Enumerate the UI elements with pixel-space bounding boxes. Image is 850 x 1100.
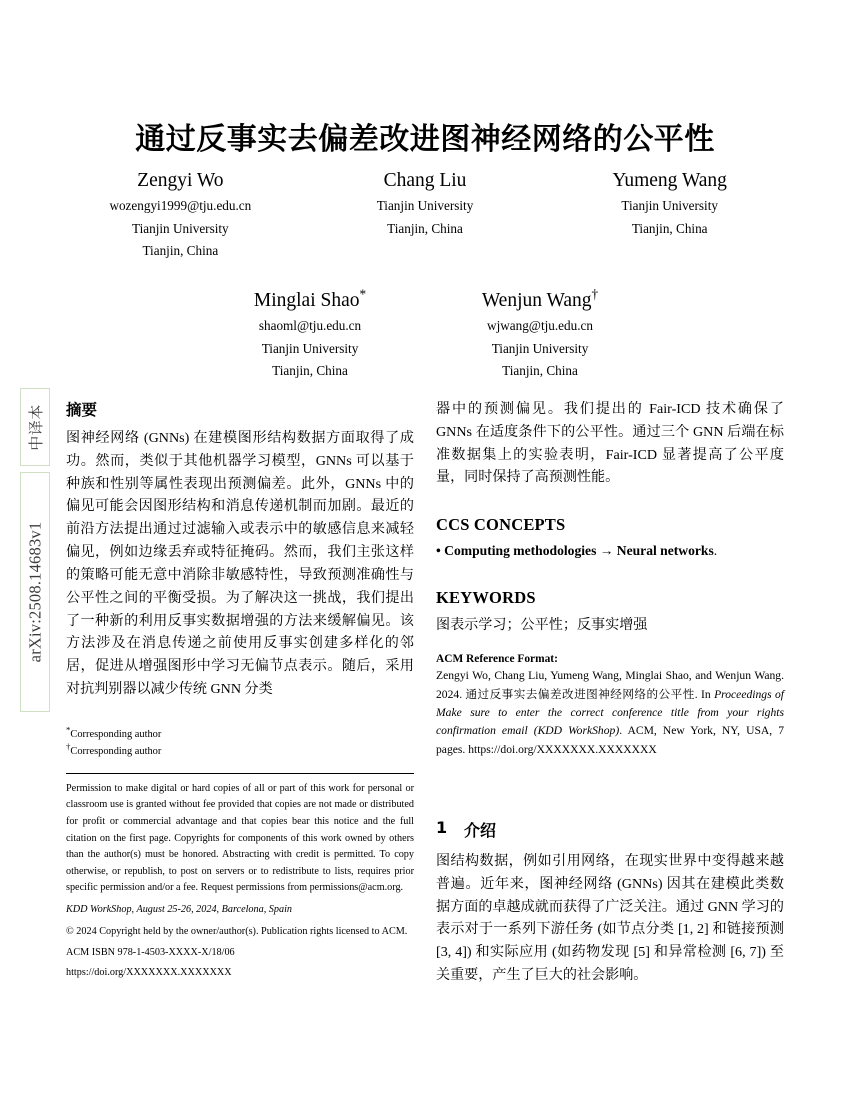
column-right — [436, 398, 784, 759]
footnote-block — [66, 724, 414, 985]
introduction-text: 图结构数据，例如引用网络，在现实世界中变得越来越普遍。近年来，图神经网络 (GNNs) 因其在建模此类数据方面的卓越成就而获得了广泛关注。通过 GNN 学习的表示对于一系列下游任务 (如节点分类 [1, 2] 和链接预测 [3, 4]) 和实际应用 (如药物发现 [5] 和异常检测 [6, 7]) 至关重要，产生了巨大的社会影响。 — [436, 853, 784, 984]
author-name-text: Wenjun Wang — [481, 290, 592, 311]
keywords-heading: KEYWORDS — [436, 587, 536, 607]
copyright-divider — [66, 773, 414, 774]
ccs-concept-text: Computing methodologies → Neural networks — [444, 543, 714, 559]
footnote-item — [66, 741, 414, 761]
author-row-second — [195, 288, 655, 383]
copyright-holder: © 2024 Copyright held by the owner/author(s). Publication rights licensed to ACM. — [66, 925, 408, 937]
ccs-heading: CCS CONCEPTS — [436, 515, 566, 535]
author-name-text: Minglai Shao — [253, 290, 360, 311]
introduction-number: 1 — [436, 818, 448, 837]
author-affiliation: Tianjin University — [132, 220, 229, 236]
author-name — [195, 288, 425, 315]
author-location: Tianjin, China — [272, 363, 348, 379]
copyright-doi: https://doi.org/XXXXXXX.XXXXXXX — [66, 966, 232, 978]
author-affiliation: Tianjin University — [491, 340, 589, 356]
author-location: Tianjin, China — [502, 363, 578, 379]
author-email: wozengyi1999@tju.edu.cn — [109, 197, 252, 213]
ccs-tail: . — [713, 543, 718, 559]
acm-reference-text — [436, 667, 784, 759]
ccs-concept-item — [436, 541, 784, 561]
arxiv-id-badge — [20, 472, 50, 712]
author-location: Tianjin, China — [387, 220, 463, 236]
keywords-list: 图表示学习；公平性；反事实增强 — [436, 616, 648, 633]
copyright-permission: Permission to make digital or hard copies of all or part of this work for personal or classroom use is granted without fee provided that copies are not made or distributed for profit or commercial advantage and that copies bear this notice and the full citation on the first page. Copyrights for components of this work owned by others than the author(s) must be honored. Abstracting with credit is permitted. To copy otherwise, or republish, to post on servers or to redistribute to lists, requires prior specific permission and/or a fee. Request permissions from permissions@acm.org. — [66, 782, 414, 894]
author-block — [425, 288, 655, 383]
author-block — [195, 288, 425, 383]
footnote-text: Corresponding author — [70, 729, 162, 740]
acm-reference-part1: Zengyi Wo, Chang Liu, Yumeng Wang, Minglai Shao, and Wenjun Wang. 2024. 通过反事实去偏差改进图神经网络的公平性. In — [436, 669, 784, 701]
author-name — [425, 288, 655, 315]
author-affiliation: Tianjin University — [621, 197, 718, 213]
copyright-isbn: ACM ISBN 978-1-4503-XXXX-X/18/06 — [66, 947, 235, 959]
introduction-title: 介绍 — [464, 821, 497, 840]
author-location: Tianjin, China — [142, 243, 219, 259]
translation-badge-label: 中译本 — [28, 403, 45, 451]
page-title: 通过反事实去偏差改进图神经网络的公平性 — [135, 122, 715, 157]
author-name: Yumeng Wang — [612, 170, 727, 191]
author-block — [547, 168, 792, 263]
acm-reference-heading: ACM Reference Format: — [436, 653, 558, 666]
author-location: Tianjin, China — [631, 220, 708, 236]
footnote-marker: † — [66, 741, 71, 752]
author-name: Chang Liu — [383, 170, 467, 191]
author-affiliation: Tianjin University — [261, 340, 359, 356]
author-block — [303, 168, 548, 263]
footnote-marker: * — [66, 724, 71, 735]
abstract-heading: 摘要 — [66, 401, 98, 419]
author-name: Zengyi Wo — [137, 170, 224, 191]
author-row-first — [58, 168, 792, 263]
author-marker: * — [359, 286, 367, 302]
author-email: shaoml@tju.edu.cn — [258, 317, 362, 333]
acm-reference-part2: . ACM, New York, NY, USA, 7 pages. https://doi.org/XXXXXXX.XXXXXXX — [436, 724, 784, 756]
footnote-text: Corresponding author — [70, 745, 162, 757]
introduction-heading — [436, 818, 784, 841]
abstract-text-right: 器中的预测偏见。我们提出的 Fair-ICD 技术确保了 GNNs 在适度条件下的公平性。通过三个 GNN 后端在标准数据集上的实验表明，Fair-ICD 显著提高了公平度量，同时保持了高预测性能。 — [436, 401, 784, 486]
author-affiliation: Tianjin University — [376, 197, 474, 213]
acm-reference-italic: Proceedings of Make sure to enter the correct conference title from your rights confirmation email (KDD WorkShop) — [436, 687, 784, 738]
author-marker: † — [591, 286, 599, 302]
author-email: wjwang@tju.edu.cn — [487, 317, 593, 333]
footnote-item — [66, 724, 414, 744]
section-introduction — [436, 818, 784, 987]
arxiv-id-label: arXiv:2508.14683v1 — [25, 521, 45, 663]
arxiv-stamp — [20, 388, 50, 712]
abstract-text-left: 图神经网络 (GNNs) 在建模图形结构数据方面取得了成功。然而，类似于其他机器学习模型，GNNs 可以基于种族和性别等属性表现出预测偏差。此外，GNNs 中的偏见可能会因图形结构和消息传递机制而加剧。最近的前沿方法提出通过过滤输入或表示中的敏感信息来减轻偏见，例如边缘丢弃或特征掩码。然而，我们主张这样的策略可能无意中消除非敏感特性，导致预测准确性与公平性之间的平衡受损。为了解决这一挑战，我们提出了一种新的利用反事实数据增强的方法来缓解偏见。该方法涉及在消息传递之前使用反事实创建多样化的邻居，促进从增强图形中学习无偏节点表示。随后，采用对抗判别器以减少传统 GNN 分类 — [66, 430, 414, 698]
copyright-venue: KDD WorkShop, August 25-26, 2024, Barcelona, Spain — [66, 904, 293, 916]
author-block — [58, 168, 303, 263]
translation-badge — [20, 388, 50, 466]
ccs-bullet-icon: • — [436, 543, 441, 559]
column-left — [66, 398, 414, 701]
